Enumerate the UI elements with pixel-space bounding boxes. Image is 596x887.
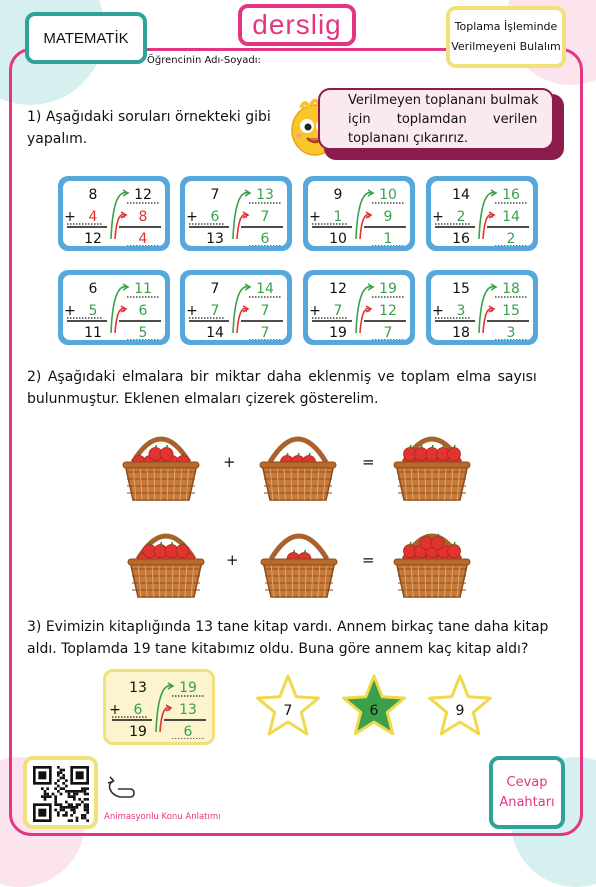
- equals-sign: =: [362, 551, 375, 569]
- plus-sign: +: [223, 453, 236, 471]
- section3-line2: aldı. Toplamda 19 tane kitabımız oldu. Buna göre annem kaç kitap aldı?: [27, 641, 529, 657]
- apple-icon: [431, 537, 444, 550]
- section2-line1: 2) Aşağıdaki elmalara bir miktar daha eklenmiş ve toplam elma sayısı: [27, 369, 537, 385]
- answer-key-line1: Cevap: [506, 774, 548, 790]
- difference-value: 7: [260, 325, 270, 340]
- qr-code-icon: [33, 766, 89, 822]
- subtract-addend: 6: [138, 303, 148, 319]
- difference-value: 1: [383, 231, 393, 246]
- topic-badge: [446, 6, 566, 68]
- sum-value: 11: [84, 325, 102, 340]
- plus-sign: +: [432, 209, 444, 225]
- subtract-addend: 12: [379, 303, 397, 319]
- apple-icon: [448, 448, 461, 461]
- tip-line3: toplananı çıkarırız.: [348, 131, 468, 146]
- subtract-addend: 8: [138, 209, 148, 225]
- addend-value: 8: [88, 187, 98, 203]
- plus-sign: +: [432, 303, 444, 319]
- missing-addend: 3: [456, 303, 466, 319]
- subtract-addend: 9: [383, 209, 393, 225]
- problem-card: [303, 270, 415, 345]
- answer-key-line2: Anahtarı: [499, 794, 555, 810]
- missing-addend: 7: [210, 303, 220, 319]
- apple-basket: [256, 420, 340, 504]
- plus-sign: +: [309, 303, 321, 319]
- option-star[interactable]: [254, 672, 322, 740]
- addend-value: 9: [333, 187, 343, 203]
- subtract-addend: 7: [260, 209, 270, 225]
- problem-card: [58, 270, 170, 345]
- minus-sign: -: [242, 303, 248, 319]
- missing-addend: 5: [88, 303, 98, 319]
- option-value: 6: [369, 703, 379, 719]
- apple-icon: [176, 545, 189, 558]
- minus-sign: -: [365, 209, 371, 225]
- equals-sign: =: [362, 453, 375, 471]
- section3-question: [27, 616, 555, 660]
- qr-code-box[interactable]: [23, 756, 98, 829]
- addend-value: 13: [129, 680, 147, 696]
- subtract-addend: 13: [179, 702, 197, 718]
- subtract-sum: 19: [379, 281, 397, 297]
- sum-value: 18: [452, 325, 470, 340]
- topic-line1: Toplama İşleminde: [454, 20, 558, 33]
- difference-value: 7: [383, 325, 393, 340]
- tip-line1: Verilmeyen toplananı bulmak: [348, 93, 539, 108]
- apple-basket: [390, 420, 474, 504]
- addend-value: 7: [210, 281, 220, 297]
- topic-line2: Verilmeyeni Bulalım: [451, 40, 561, 53]
- sum-value: 10: [329, 231, 347, 246]
- hand-pointer-icon: [104, 775, 140, 807]
- minus-sign: -: [488, 303, 494, 319]
- subtract-sum: 12: [134, 187, 152, 203]
- answer-key-button[interactable]: [489, 756, 565, 829]
- problem-card: [58, 176, 170, 251]
- sum-value: 16: [452, 231, 470, 246]
- problem-card: [426, 176, 538, 251]
- subtract-sum: 18: [502, 281, 520, 297]
- missing-addend: 6: [210, 209, 220, 225]
- subtract-sum: 14: [256, 281, 274, 297]
- addend-value: 12: [329, 281, 347, 297]
- difference-value: 6: [183, 724, 193, 739]
- addend-value: 14: [452, 187, 470, 203]
- answer-card: [103, 669, 215, 745]
- problem-card: [180, 176, 292, 251]
- option-star-selected[interactable]: [340, 672, 408, 740]
- difference-value: 2: [506, 231, 516, 246]
- minus-sign: -: [488, 209, 494, 225]
- plus-sign: +: [186, 209, 198, 225]
- option-star[interactable]: [426, 672, 494, 740]
- plus-sign: +: [64, 303, 76, 319]
- sum-value: 19: [129, 724, 147, 739]
- subject-label: MATEMATİK: [43, 29, 129, 47]
- apple-basket: [257, 517, 341, 601]
- section1-line2: yapalım.: [27, 131, 88, 147]
- section1-instruction: [27, 106, 271, 150]
- tip-line2: için toplamdan verilen: [348, 112, 538, 127]
- apple-basket: [390, 517, 474, 601]
- subtract-sum: 16: [502, 187, 520, 203]
- brand-logo: [238, 4, 356, 46]
- section1-line1: 1) Aşağıdaki soruları örnekteki gibi: [27, 109, 271, 125]
- plus-sign: +: [109, 702, 121, 718]
- missing-addend: 6: [133, 702, 143, 718]
- option-value: 9: [455, 703, 465, 719]
- apple-icon: [448, 545, 461, 558]
- plus-sign: +: [186, 303, 198, 319]
- sum-value: 13: [206, 231, 224, 246]
- subtract-sum: 11: [134, 281, 152, 297]
- missing-addend: 2: [456, 209, 466, 225]
- addend-value: 15: [452, 281, 470, 297]
- missing-addend: 4: [88, 209, 98, 225]
- apple-icon: [160, 448, 173, 461]
- subtract-addend: 15: [502, 303, 520, 319]
- minus-sign: -: [365, 303, 371, 319]
- problem-card: [180, 270, 292, 345]
- student-name-label: Öğrencinin Adı-Soyadı:: [147, 55, 261, 66]
- addend-value: 6: [88, 281, 98, 297]
- subject-badge: [25, 12, 147, 64]
- tip-box: [318, 88, 564, 160]
- brand-label: derslig: [252, 9, 342, 40]
- difference-value: 4: [138, 231, 148, 246]
- difference-value: 3: [506, 325, 516, 340]
- subtract-addend: 7: [260, 303, 270, 319]
- problem-card: [303, 176, 415, 251]
- minus-sign: -: [242, 209, 248, 225]
- subtract-addend: 14: [502, 209, 520, 225]
- sum-value: 12: [84, 231, 102, 246]
- sum-value: 14: [206, 325, 224, 340]
- plus-sign: +: [226, 551, 239, 569]
- minus-sign: -: [120, 303, 126, 319]
- minus-sign: -: [165, 702, 171, 718]
- addend-value: 7: [210, 187, 220, 203]
- missing-addend: 7: [333, 303, 343, 319]
- section2-instruction: [27, 366, 555, 410]
- problem-card: [426, 270, 538, 345]
- subtract-sum: 10: [379, 187, 397, 203]
- missing-addend: 1: [333, 209, 343, 225]
- option-value: 7: [283, 703, 293, 719]
- difference-value: 6: [260, 231, 270, 246]
- apple-basket: [124, 517, 208, 601]
- plus-sign: +: [309, 209, 321, 225]
- plus-sign: +: [64, 209, 76, 225]
- sum-value: 19: [329, 325, 347, 340]
- subtract-sum: 19: [179, 680, 197, 696]
- section2-line2: bulunmuştur. Eklenen elmaları çizerek gösterelim.: [27, 391, 379, 407]
- apple-basket: [119, 420, 203, 504]
- animation-link[interactable]: Animasyonlu Konu Anlatımı: [104, 812, 221, 822]
- subtract-sum: 13: [256, 187, 274, 203]
- difference-value: 5: [138, 325, 148, 340]
- section3-line1: 3) Evimizin kitaplığında 13 tane kitap vardı. Annem birkaç tane daha kitap: [27, 619, 549, 635]
- minus-sign: -: [120, 209, 126, 225]
